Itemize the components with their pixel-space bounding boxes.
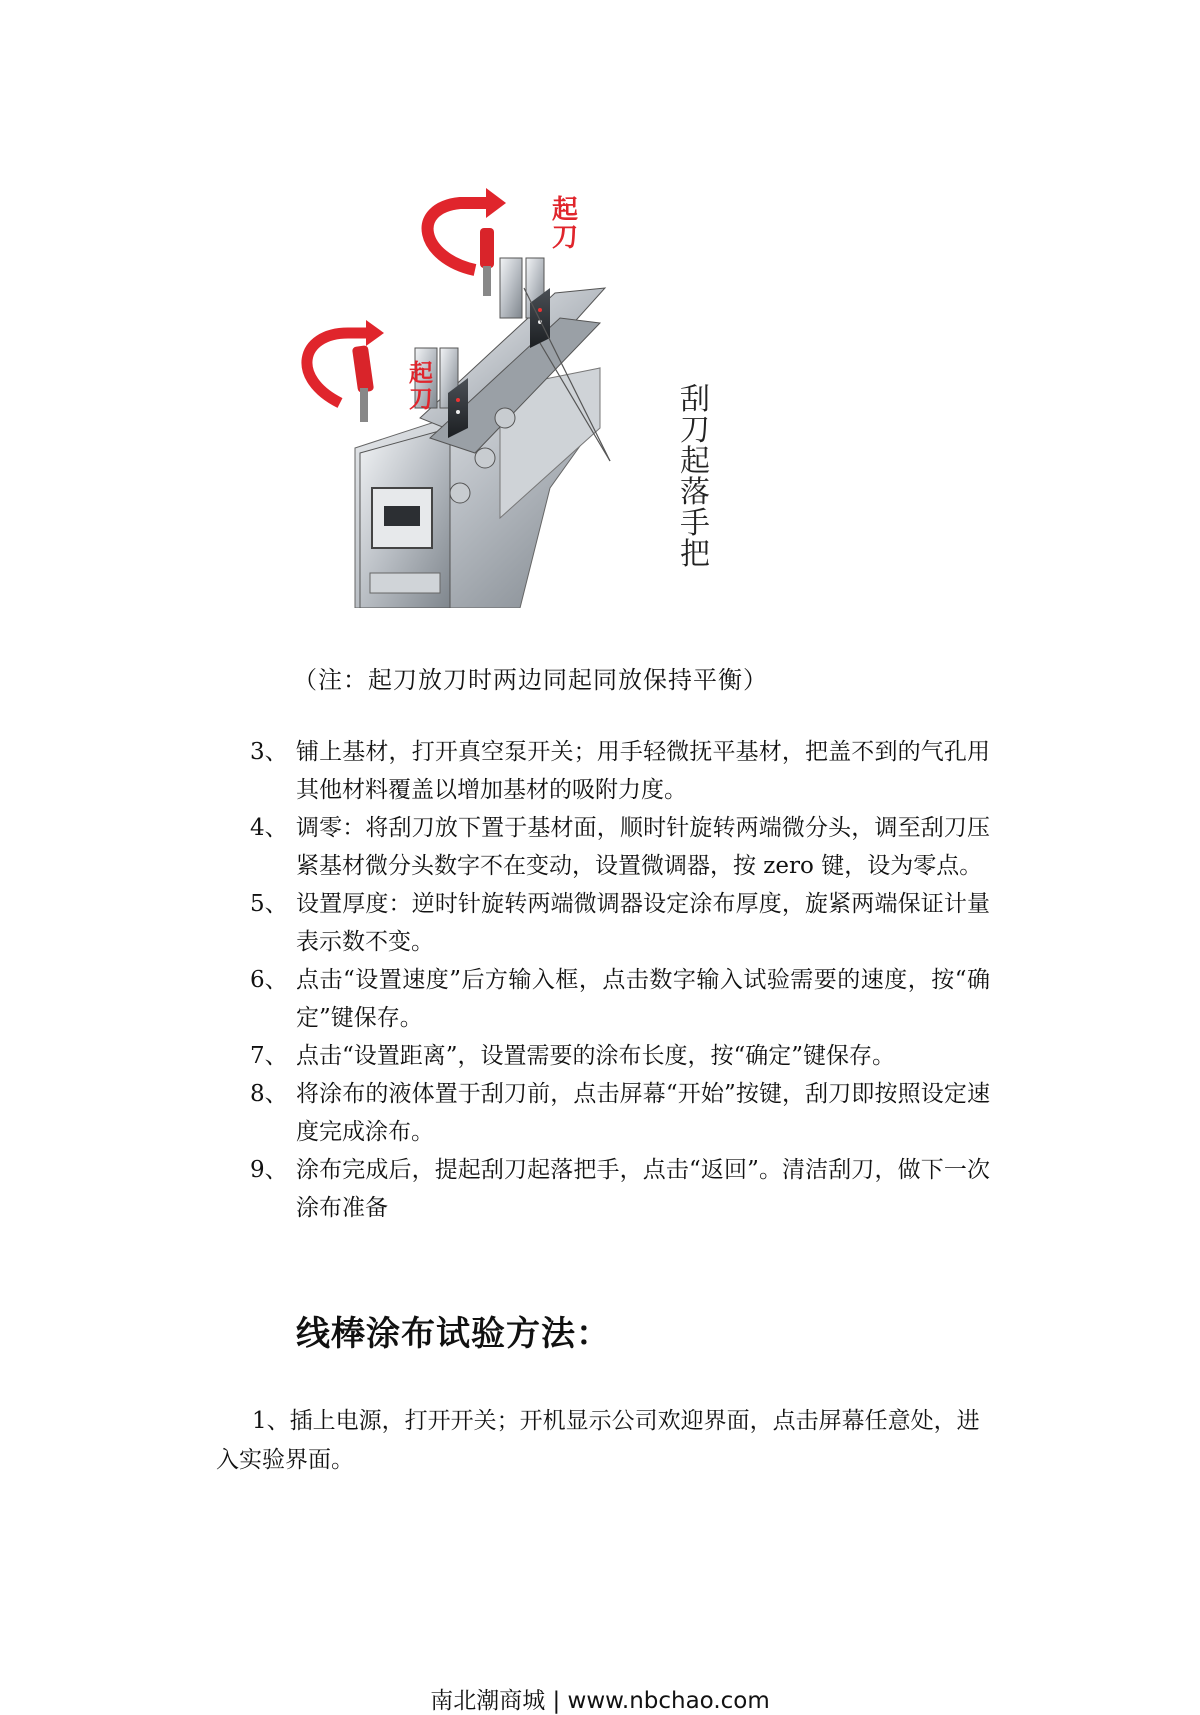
raise-blade-label-top: 起刀 bbox=[552, 195, 579, 253]
step-number: 7、 bbox=[250, 1043, 288, 1069]
step-number: 8、 bbox=[250, 1081, 288, 1107]
body-paragraph: 1、插上电源，打开开关；开机显示公司欢迎界面，点击屏幕任意处，进入实验界面。 bbox=[216, 1408, 980, 1473]
list-item bbox=[250, 885, 990, 961]
procedure-steps bbox=[250, 733, 990, 1227]
raise-blade-label-left: 起刀 bbox=[409, 359, 433, 413]
list-item bbox=[250, 1075, 990, 1151]
list-item bbox=[250, 1037, 990, 1075]
footer-watermark: 南北潮商城 | www.nbchao.com bbox=[430, 1688, 770, 1714]
step-text: 调零：将刮刀放下置于基材面，顺时针旋转两端微分头，调至刮刀压紧基材微分头数字不在变动，设置微调器，按 zero 键，设为零点。 bbox=[296, 815, 990, 879]
step-text: 铺上基材，打开真空泵开关；用手轻微抚平基材，把盖不到的气孔用其他材料覆盖以增加基材的吸附力度。 bbox=[296, 739, 990, 803]
figure-caption: （注：起刀放刀时两边同起同放保持平衡） bbox=[293, 666, 768, 694]
step-text: 将涂布的液体置于刮刀前，点击屏幕“开始”按键，刮刀即按照设定速度完成涂布。 bbox=[296, 1081, 990, 1145]
step-number: 4、 bbox=[250, 815, 288, 841]
blade-handle-label: 刮刀起落手把 bbox=[680, 382, 710, 572]
list-item bbox=[250, 733, 990, 809]
step-number: 9、 bbox=[250, 1157, 288, 1183]
list-item bbox=[250, 809, 990, 885]
step-text: 涂布完成后，提起刮刀起落把手，点击“返回”。清洁刮刀，做下一次涂布准备 bbox=[296, 1157, 990, 1221]
step-number: 5、 bbox=[250, 891, 288, 917]
step-text: 点击“设置速度”后方输入框，点击数字输入试验需要的速度，按“确定”键保存。 bbox=[296, 967, 990, 1031]
list-item bbox=[250, 1151, 990, 1227]
step-number: 6、 bbox=[250, 967, 288, 993]
step-number: 3、 bbox=[250, 739, 288, 765]
step-text: 点击“设置距离”，设置需要的涂布长度，按“确定”键保存。 bbox=[296, 1043, 896, 1069]
list-item bbox=[250, 961, 990, 1037]
section-heading: 线棒涂布试验方法： bbox=[296, 1314, 611, 1354]
step-text: 设置厚度：逆时针旋转两端微调器设定涂布厚度，旋紧两端保证计量表示数不变。 bbox=[296, 891, 990, 955]
